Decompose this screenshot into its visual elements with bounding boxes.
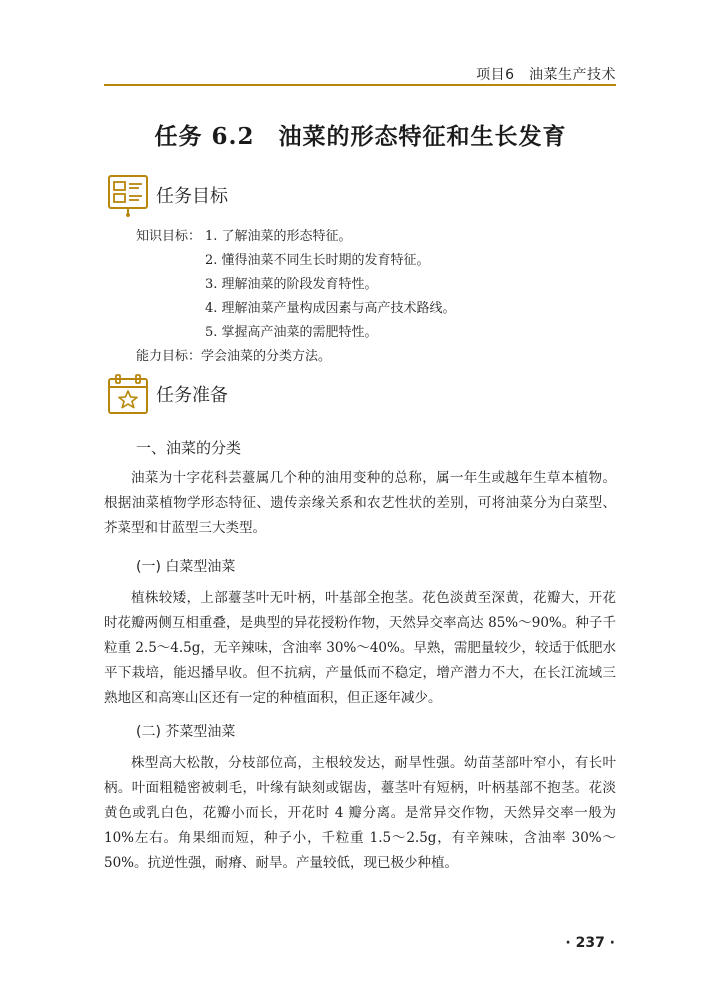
- prep-heading: 任务准备: [156, 385, 228, 406]
- header-rule: [104, 84, 616, 86]
- knowledge-goal-item-3: 3. 理解油菜的阶段发育特性。: [205, 277, 378, 292]
- ability-goal: 能力目标：学会油菜的分类方法。: [136, 349, 332, 364]
- subsection-2-heading: (二) 芥菜型油菜: [136, 724, 236, 740]
- goals-heading: 任务目标: [156, 186, 228, 207]
- running-header: [104, 58, 616, 86]
- knowledge-goal-label: 知识目标：: [136, 229, 202, 244]
- header-text: 项目6 油菜生产技术: [476, 67, 616, 83]
- subsection-1-text: 植株较矮，上部薹茎叶无叶柄，叶基部全抱茎。花色淡黄至深黄，花瓣大，开花时花瓣两侧互相重叠，是典型的异花授粉作物，天然异交率高达 85%～90%。种子千粒重 2.5～4.5g，无辛辣味，含油率 30%～40%。早熟，需肥量较少，较适于低肥水平下栽培，能迟播早收。但不抗病，产量低而不稳定，增产潜力不大，在长江流域三熟地区和高寒山区还有一定的种植面积，但正逐年减少。: [104, 590, 616, 706]
- subsection-1-heading: (一) 白菜型油菜: [136, 559, 236, 575]
- goals-section-heading: [106, 174, 406, 218]
- page-title: 任务 6.2 油菜的形态特征和生长发育: [154, 123, 567, 150]
- knowledge-goal-item-4: 4. 理解油菜产量构成因素与高产技术路线。: [205, 301, 456, 316]
- subsection-2-text: 株型高大松散，分枝部位高，主根较发达，耐旱性强。幼苗茎部叶窄小，有长叶柄。叶面粗糙密被刺毛，叶缘有缺刻或锯齿，薹茎叶有短柄，叶柄基部不抱茎。花淡黄色或乳白色，花瓣小而长，开花时 4 瓣分离。是常异交作物，天然异交率一般为 10%左右。角果细而短，种子小，千粒重 1.5～2.5g，有辛辣味，含油率 30%～50%。抗逆性强，耐瘠、耐旱。产量较低，现已极少种植。: [104, 755, 616, 871]
- presentation-board-icon: [106, 174, 150, 218]
- section-1-heading: 一、油菜的分类: [136, 439, 242, 457]
- page-number: · 237 ·: [565, 935, 615, 951]
- knowledge-goal-item-1: 1. 了解油菜的形态特征。: [205, 229, 352, 244]
- calendar-star-icon: [106, 373, 150, 417]
- knowledge-goal-item-2: 2. 懂得油菜不同生长时期的发育特征。: [205, 253, 430, 268]
- section-1-intro: 油菜为十字花科芸薹属几个种的油用变种的总称，属一年生或越年生草本植物。根据油菜植物学形态特征、遗传亲缘关系和农艺性状的差别，可将油菜分为白菜型、芥菜型和甘蓝型三大类型。: [104, 470, 616, 536]
- prep-section-heading: [106, 373, 406, 417]
- knowledge-goal-item-5: 5. 掌握高产油菜的需肥特性。: [205, 325, 378, 340]
